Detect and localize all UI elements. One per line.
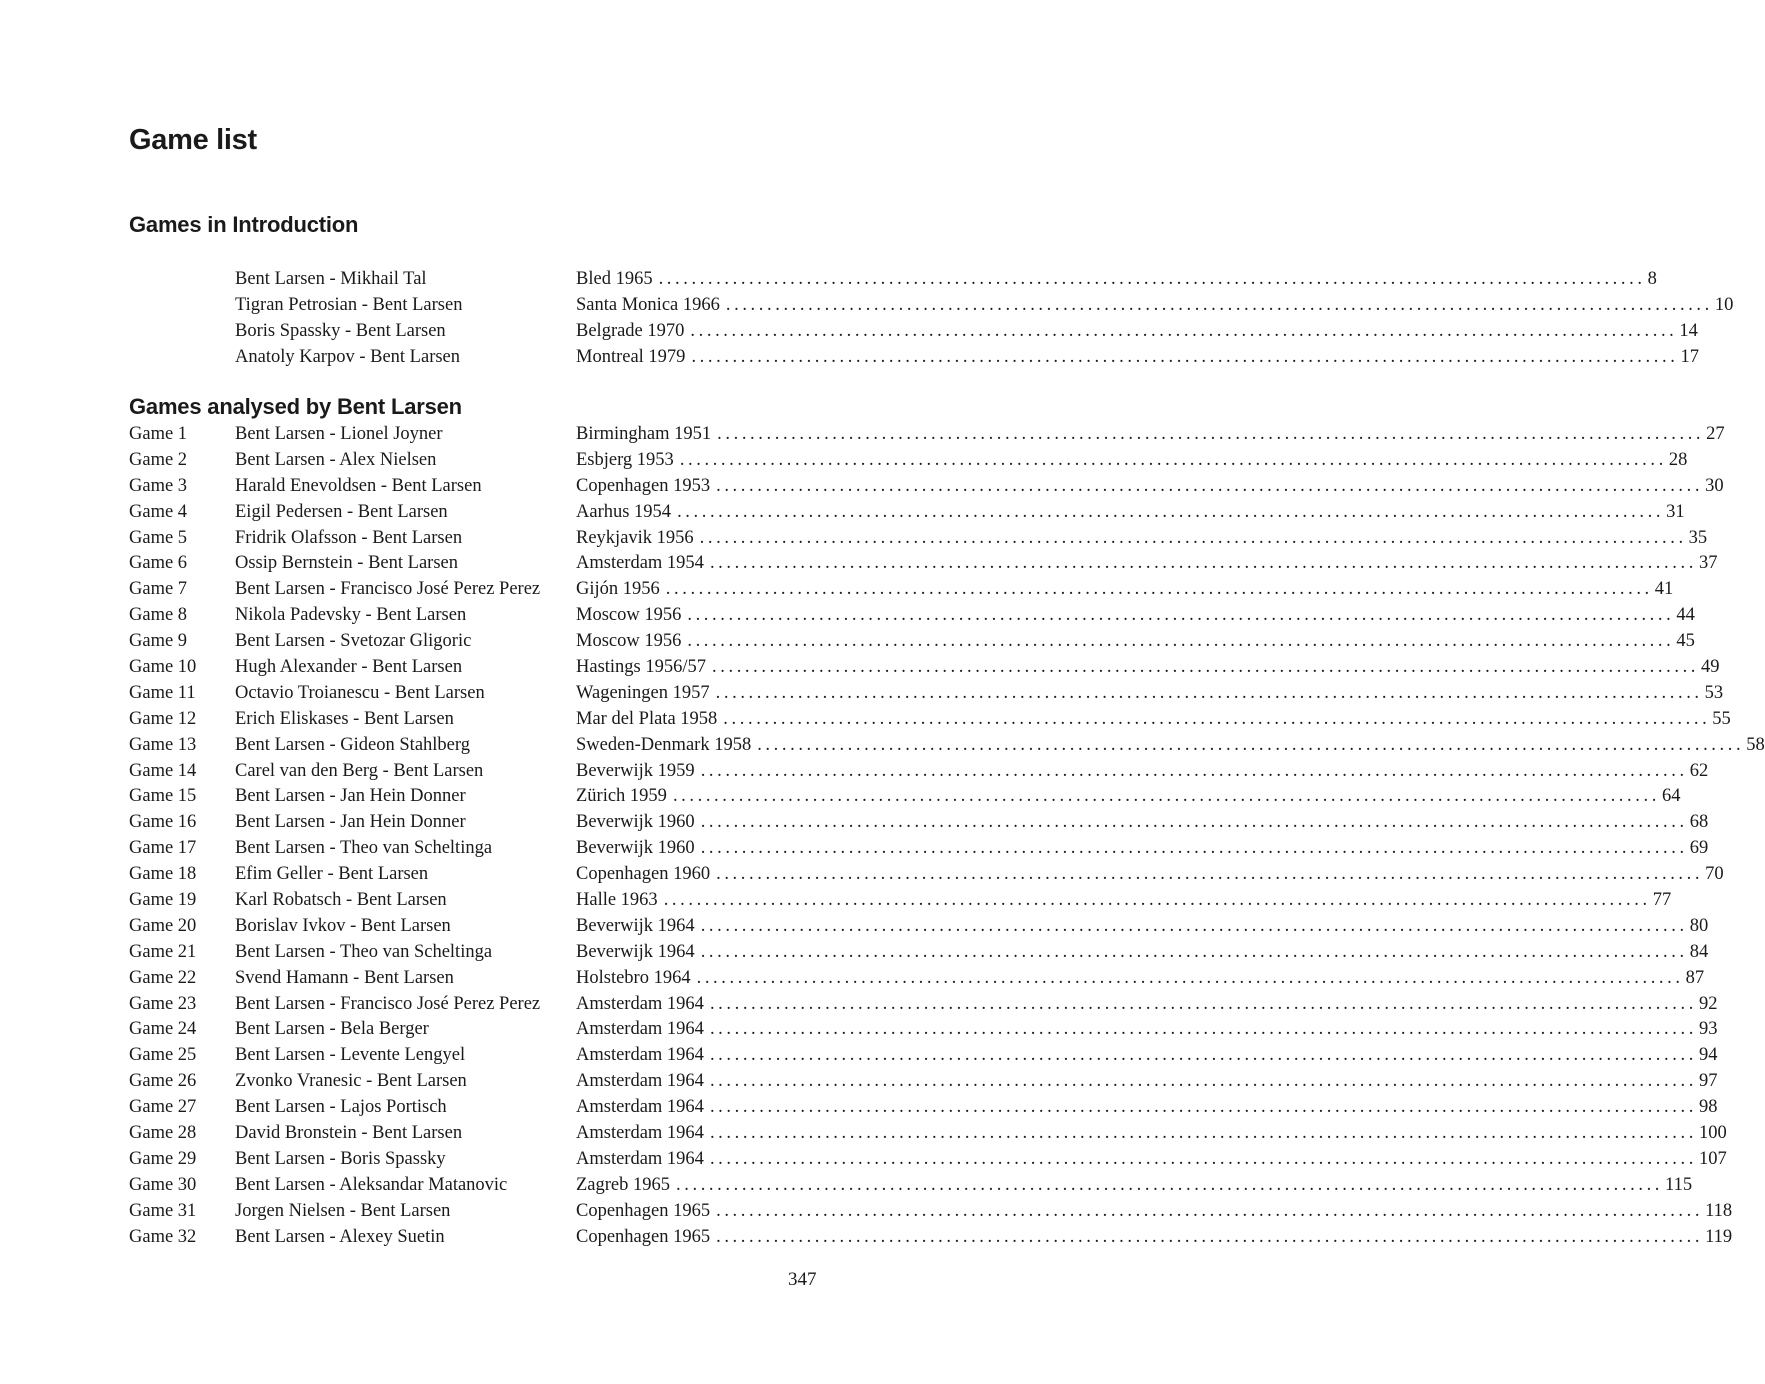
game-venue-cell <box>576 1199 1733 1225</box>
game-venue: Amsterdam 1964 <box>576 993 704 1014</box>
game-list-row <box>129 992 1718 1018</box>
game-venue: Amsterdam 1964 <box>576 1045 704 1066</box>
game-venue: Holstebro 1964 <box>576 967 691 988</box>
game-venue-cell <box>576 1043 1718 1069</box>
game-venue: Bled 1965 <box>576 269 653 289</box>
game-players: Karl Robatsch - Bent Larsen <box>235 890 447 911</box>
game-venue-cell <box>576 526 1708 552</box>
game-venue: Copenhagen 1965 <box>576 1200 711 1221</box>
dot-leader: ........................................................................................................................ <box>663 890 1651 911</box>
game-players: Bent Larsen - Francisco José Perez Perez <box>235 993 541 1014</box>
game-venue-cell <box>576 862 1724 888</box>
game-list-row <box>129 784 1681 810</box>
game-number: Game 3 <box>129 475 188 496</box>
section-heading-introduction: Games in Introduction <box>129 212 359 237</box>
game-players: Octavio Troianescu - Bent Larsen <box>235 682 485 703</box>
game-page-ref: 64 <box>1661 786 1681 807</box>
dot-leader: ........................................................................................................................ <box>687 605 1675 626</box>
dot-leader: ........................................................................................................................ <box>717 424 1705 444</box>
game-number: Game 1 <box>129 424 188 444</box>
game-number: Game 31 <box>129 1200 197 1221</box>
dot-leader: ........................................................................................................................ <box>709 993 1697 1014</box>
game-page-ref: 49 <box>1701 657 1720 678</box>
game-venue: Moscow 1956 <box>576 605 682 626</box>
game-page-ref: 62 <box>1689 760 1709 781</box>
game-players: Bent Larsen - Gideon Stahlberg <box>235 734 470 755</box>
game-list-row <box>129 1017 1718 1043</box>
game-players: Bent Larsen - Lionel Joyner <box>235 424 443 444</box>
game-number: Game 28 <box>129 1123 197 1144</box>
game-number: Game 8 <box>129 605 188 626</box>
dot-leader: ........................................................................................................................ <box>700 838 1688 859</box>
dot-leader: ........................................................................................................................ <box>679 449 1667 470</box>
game-list-row <box>129 293 1734 319</box>
game-venue-cell <box>576 1147 1727 1173</box>
game-venue: Mar del Plata 1958 <box>576 708 718 729</box>
game-page-ref: 55 <box>1712 708 1731 729</box>
game-number: Game 10 <box>129 657 197 678</box>
game-list-row <box>129 810 1709 836</box>
game-list-row <box>129 655 1720 681</box>
game-list-row <box>129 422 1725 448</box>
game-venue-cell <box>576 733 1765 759</box>
dot-leader: ........................................................................................................................ <box>716 864 1704 885</box>
game-venue-cell <box>576 267 1657 293</box>
game-list-row <box>129 681 1724 707</box>
game-players: Bent Larsen - Boris Spassky <box>235 1148 446 1169</box>
game-players: Bent Larsen - Francisco José Perez Perez <box>235 579 541 600</box>
game-list-row <box>129 500 1685 526</box>
game-venue: Reykjavik 1956 <box>576 527 694 548</box>
dot-leader: ........................................................................................................................ <box>665 579 1653 600</box>
game-venue: Beverwijk 1959 <box>576 760 695 781</box>
game-list-row <box>129 1225 1733 1251</box>
dot-leader: ........................................................................................................................ <box>700 941 1688 962</box>
game-number: Game 19 <box>129 890 197 911</box>
game-number: Game 29 <box>129 1148 197 1169</box>
game-venue-cell <box>576 914 1709 940</box>
game-list-row <box>129 733 1765 759</box>
game-number: Game 24 <box>129 1019 197 1040</box>
game-venue-cell <box>576 1095 1718 1121</box>
game-venue-cell <box>576 759 1709 785</box>
dot-leader: ........................................................................................................................ <box>715 682 1703 703</box>
game-number: Game 5 <box>129 527 188 548</box>
game-venue-cell <box>576 448 1688 474</box>
game-venue: Copenhagen 1965 <box>576 1226 711 1247</box>
game-list-row <box>129 888 1672 914</box>
game-list-row <box>129 1121 1727 1147</box>
game-list-row <box>129 836 1709 862</box>
game-players: Svend Hamann - Bent Larsen <box>235 967 454 988</box>
game-players: Bent Larsen - Theo van Scheltinga <box>235 941 493 962</box>
game-players: Carel van den Berg - Bent Larsen <box>235 760 484 781</box>
game-number: Game 13 <box>129 734 197 755</box>
game-venue-cell <box>576 888 1672 914</box>
game-page-ref: 44 <box>1676 605 1695 626</box>
game-venue: Zürich 1959 <box>576 786 667 807</box>
game-list-row <box>129 448 1688 474</box>
game-page-ref: 35 <box>1688 527 1708 548</box>
game-players: Bent Larsen - Levente Lengyel <box>235 1045 466 1066</box>
game-page-ref: 80 <box>1689 915 1709 936</box>
game-page-ref: 93 <box>1698 1019 1718 1040</box>
game-venue: Beverwijk 1960 <box>576 838 695 859</box>
game-players: Borislav Ivkov - Bent Larsen <box>235 915 451 936</box>
game-players: Hugh Alexander - Bent Larsen <box>235 657 463 678</box>
dot-leader: ........................................................................................................................ <box>716 1226 1704 1247</box>
game-players: Bent Larsen - Theo van Scheltinga <box>235 838 493 859</box>
game-venue: Amsterdam 1954 <box>576 553 704 574</box>
game-number: Game 22 <box>129 967 197 988</box>
game-venue: Moscow 1956 <box>576 631 682 652</box>
game-venue: Amsterdam 1964 <box>576 1071 704 1092</box>
game-list-row <box>129 319 1698 345</box>
game-page-ref: 84 <box>1689 941 1709 962</box>
game-venue: Zagreb 1965 <box>576 1174 671 1195</box>
introduction-game-list <box>129 267 1734 371</box>
game-venue-cell <box>576 293 1734 319</box>
dot-leader: ........................................................................................................................ <box>677 501 1665 522</box>
game-venue-cell <box>576 474 1724 500</box>
section-heading-analysed-games: Games analysed by Bent Larsen <box>129 394 462 419</box>
dot-leader: ........................................................................................................................ <box>709 1097 1697 1118</box>
dot-leader: ........................................................................................................................ <box>709 553 1697 574</box>
game-venue-cell <box>576 1121 1727 1147</box>
game-number: Game 9 <box>129 631 188 652</box>
game-venue-cell <box>576 1225 1733 1251</box>
game-number: Game 2 <box>129 449 188 470</box>
game-page-ref: 58 <box>1746 734 1765 755</box>
dot-leader: ........................................................................................................................ <box>709 1071 1697 1092</box>
dot-leader: ........................................................................................................................ <box>709 1123 1697 1144</box>
game-page-ref: 94 <box>1698 1045 1718 1066</box>
dot-leader: ........................................................................................................................ <box>709 1019 1697 1040</box>
game-venue: Aarhus 1954 <box>576 501 672 522</box>
game-venue: Amsterdam 1964 <box>576 1123 704 1144</box>
game-venue-cell <box>576 992 1718 1018</box>
game-venue: Wageningen 1957 <box>576 682 710 703</box>
dot-leader: ........................................................................................................................ <box>700 760 1688 781</box>
game-venue: Beverwijk 1964 <box>576 915 695 936</box>
game-venue-cell <box>576 1069 1718 1095</box>
game-players: Tigran Petrosian - Bent Larsen <box>235 294 463 315</box>
game-list-row <box>129 551 1718 577</box>
game-players: Bent Larsen - Jan Hein Donner <box>235 786 466 807</box>
dot-leader: ........................................................................................................................ <box>723 708 1711 729</box>
game-players: Efim Geller - Bent Larsen <box>235 864 429 885</box>
game-list-row <box>129 1147 1727 1173</box>
game-list-row <box>129 267 1657 293</box>
dot-leader: ........................................................................................................................ <box>699 527 1687 548</box>
game-page-ref: 107 <box>1698 1148 1727 1169</box>
game-page-ref: 41 <box>1654 579 1674 600</box>
game-players: Zvonko Vranesic - Bent Larsen <box>235 1071 467 1092</box>
game-number: Game 25 <box>129 1045 197 1066</box>
game-number: Game 26 <box>129 1071 197 1092</box>
game-players: Bent Larsen - Bela Berger <box>235 1019 429 1040</box>
game-page-ref: 119 <box>1705 1226 1733 1247</box>
game-players: David Bronstein - Bent Larsen <box>235 1123 463 1144</box>
dot-leader: ........................................................................................................................ <box>716 475 1704 496</box>
game-page-ref: 118 <box>1705 1200 1733 1221</box>
game-list-row <box>129 629 1695 655</box>
game-players: Boris Spassky - Bent Larsen <box>235 320 446 341</box>
game-number: Game 7 <box>129 579 188 600</box>
game-page-ref: 68 <box>1689 812 1709 833</box>
game-venue: Halle 1963 <box>576 890 658 911</box>
dot-leader: ........................................................................................................................ <box>725 294 1713 315</box>
game-list-row <box>129 1095 1718 1121</box>
game-venue: Amsterdam 1964 <box>576 1148 704 1169</box>
game-venue-cell <box>576 836 1709 862</box>
dot-leader: ........................................................................................................................ <box>658 269 1646 289</box>
game-number: Game 18 <box>129 864 197 885</box>
dot-leader: ........................................................................................................................ <box>691 346 1679 367</box>
game-page-ref: 70 <box>1705 864 1724 885</box>
game-venue-cell <box>576 551 1718 577</box>
game-venue-cell <box>576 629 1695 655</box>
game-players: Bent Larsen - Alexey Suetin <box>235 1226 445 1247</box>
game-number: Game 21 <box>129 941 197 962</box>
game-list-row <box>129 707 1731 733</box>
game-venue: Beverwijk 1960 <box>576 812 695 833</box>
analysed-game-list <box>129 422 1765 1251</box>
game-page-ref: 97 <box>1698 1071 1718 1092</box>
page-number: 347 <box>788 1269 817 1290</box>
game-players: Bent Larsen - Lajos Portisch <box>235 1097 447 1118</box>
game-venue-cell <box>576 1173 1693 1199</box>
game-number: Game 14 <box>129 760 197 781</box>
game-venue: Sweden-Denmark 1958 <box>576 734 752 755</box>
game-list-row <box>129 526 1708 552</box>
game-list-row <box>129 1199 1733 1225</box>
game-venue-cell <box>576 681 1724 707</box>
game-list-row <box>129 862 1724 888</box>
game-venue: Montreal 1979 <box>576 346 686 367</box>
game-venue-cell <box>576 966 1705 992</box>
game-page-ref: 31 <box>1666 501 1685 522</box>
game-venue-cell <box>576 707 1731 733</box>
game-venue-cell <box>576 784 1681 810</box>
dot-leader: ........................................................................................................................ <box>709 1045 1697 1066</box>
dot-leader: ........................................................................................................................ <box>757 734 1745 755</box>
game-list-row <box>129 759 1709 785</box>
game-page-ref: 100 <box>1698 1123 1727 1144</box>
game-venue: Gijón 1956 <box>576 579 660 600</box>
dot-leader: ........................................................................................................................ <box>696 967 1684 988</box>
game-page-ref: 14 <box>1679 320 1698 341</box>
dot-leader: ........................................................................................................................ <box>687 631 1675 652</box>
game-venue-cell <box>576 577 1674 603</box>
dot-leader: ........................................................................................................................ <box>709 1148 1697 1169</box>
game-list-row <box>129 577 1674 603</box>
game-list-row <box>129 1069 1718 1095</box>
dot-leader: ........................................................................................................................ <box>700 915 1688 936</box>
game-page-ref: 98 <box>1698 1097 1718 1118</box>
game-players: Anatoly Karpov - Bent Larsen <box>235 346 461 367</box>
dot-leader: ........................................................................................................................ <box>672 786 1660 807</box>
game-venue-cell <box>576 319 1698 345</box>
game-venue: Belgrade 1970 <box>576 320 685 341</box>
game-list-row <box>129 1173 1693 1199</box>
game-page-ref: 30 <box>1705 475 1724 496</box>
game-number: Game 16 <box>129 812 197 833</box>
game-list-row <box>129 474 1724 500</box>
game-players: Bent Larsen - Mikhail Tal <box>235 269 427 289</box>
dot-leader: ........................................................................................................................ <box>690 320 1678 341</box>
game-page-ref: 37 <box>1698 553 1718 574</box>
game-number: Game 23 <box>129 993 197 1014</box>
game-list-row <box>129 940 1709 966</box>
page-title: Game list <box>129 124 257 156</box>
game-number: Game 15 <box>129 786 197 807</box>
game-venue: Beverwijk 1964 <box>576 941 695 962</box>
game-players: Bent Larsen - Svetozar Gligoric <box>235 631 472 652</box>
game-venue-cell <box>576 345 1699 371</box>
game-list-row <box>129 966 1705 992</box>
game-list-row <box>129 914 1709 940</box>
game-venue-cell <box>576 810 1709 836</box>
game-players: Bent Larsen - Alex Nielsen <box>235 449 437 470</box>
dot-leader: ........................................................................................................................ <box>716 1200 1704 1221</box>
game-players: Bent Larsen - Jan Hein Donner <box>235 812 466 833</box>
game-players: Erich Eliskases - Bent Larsen <box>235 708 454 729</box>
game-page-ref: 53 <box>1704 682 1724 703</box>
game-venue: Hastings 1956/57 <box>576 657 707 678</box>
game-page-ref: 92 <box>1698 993 1718 1014</box>
game-page-ref: 27 <box>1706 424 1725 444</box>
game-players: Bent Larsen - Aleksandar Matanovic <box>235 1174 508 1195</box>
game-page-ref: 77 <box>1652 890 1672 911</box>
game-players: Harald Enevoldsen - Bent Larsen <box>235 475 482 496</box>
game-list-row <box>129 603 1695 629</box>
game-number: Game 17 <box>129 838 197 859</box>
game-number: Game 30 <box>129 1174 197 1195</box>
game-page-ref: 8 <box>1647 269 1657 289</box>
game-players: Nikola Padevsky - Bent Larsen <box>235 605 467 626</box>
dot-leader: ........................................................................................................................ <box>676 1174 1664 1195</box>
game-venue: Birmingham 1951 <box>576 424 712 444</box>
game-players: Eigil Pedersen - Bent Larsen <box>235 501 448 522</box>
game-number: Game 6 <box>129 553 188 574</box>
game-number: Game 11 <box>129 682 196 703</box>
dot-leader: ........................................................................................................................ <box>712 657 1700 678</box>
game-players: Ossip Bernstein - Bent Larsen <box>235 553 458 574</box>
game-page-ref: 10 <box>1714 294 1734 315</box>
game-venue-cell <box>576 422 1725 448</box>
game-page-ref: 28 <box>1668 449 1688 470</box>
game-venue: Copenhagen 1960 <box>576 864 711 885</box>
game-players: Fridrik Olafsson - Bent Larsen <box>235 527 463 548</box>
game-venue: Amsterdam 1964 <box>576 1097 704 1118</box>
game-page-ref: 69 <box>1689 838 1709 859</box>
game-players: Jorgen Nielsen - Bent Larsen <box>235 1200 451 1221</box>
game-venue-cell <box>576 1017 1718 1043</box>
game-number: Game 12 <box>129 708 197 729</box>
game-number: Game 32 <box>129 1226 197 1247</box>
game-page-ref: 87 <box>1685 967 1705 988</box>
game-venue-cell <box>576 500 1685 526</box>
game-page-ref: 17 <box>1680 346 1699 367</box>
game-venue: Santa Monica 1966 <box>576 294 720 315</box>
game-page-ref: 115 <box>1665 1174 1693 1195</box>
game-venue: Amsterdam 1964 <box>576 1019 704 1040</box>
game-venue-cell <box>576 655 1720 681</box>
dot-leader: ........................................................................................................................ <box>700 812 1688 833</box>
game-page-ref: 45 <box>1676 631 1695 652</box>
game-number: Game 20 <box>129 915 197 936</box>
game-list-row <box>129 1043 1718 1069</box>
game-venue-cell <box>576 940 1709 966</box>
game-venue-cell <box>576 603 1695 629</box>
game-list-row <box>129 345 1699 371</box>
game-venue: Esbjerg 1953 <box>576 449 674 470</box>
game-number: Game 27 <box>129 1097 197 1118</box>
game-number: Game 4 <box>129 501 188 522</box>
game-venue: Copenhagen 1953 <box>576 475 711 496</box>
